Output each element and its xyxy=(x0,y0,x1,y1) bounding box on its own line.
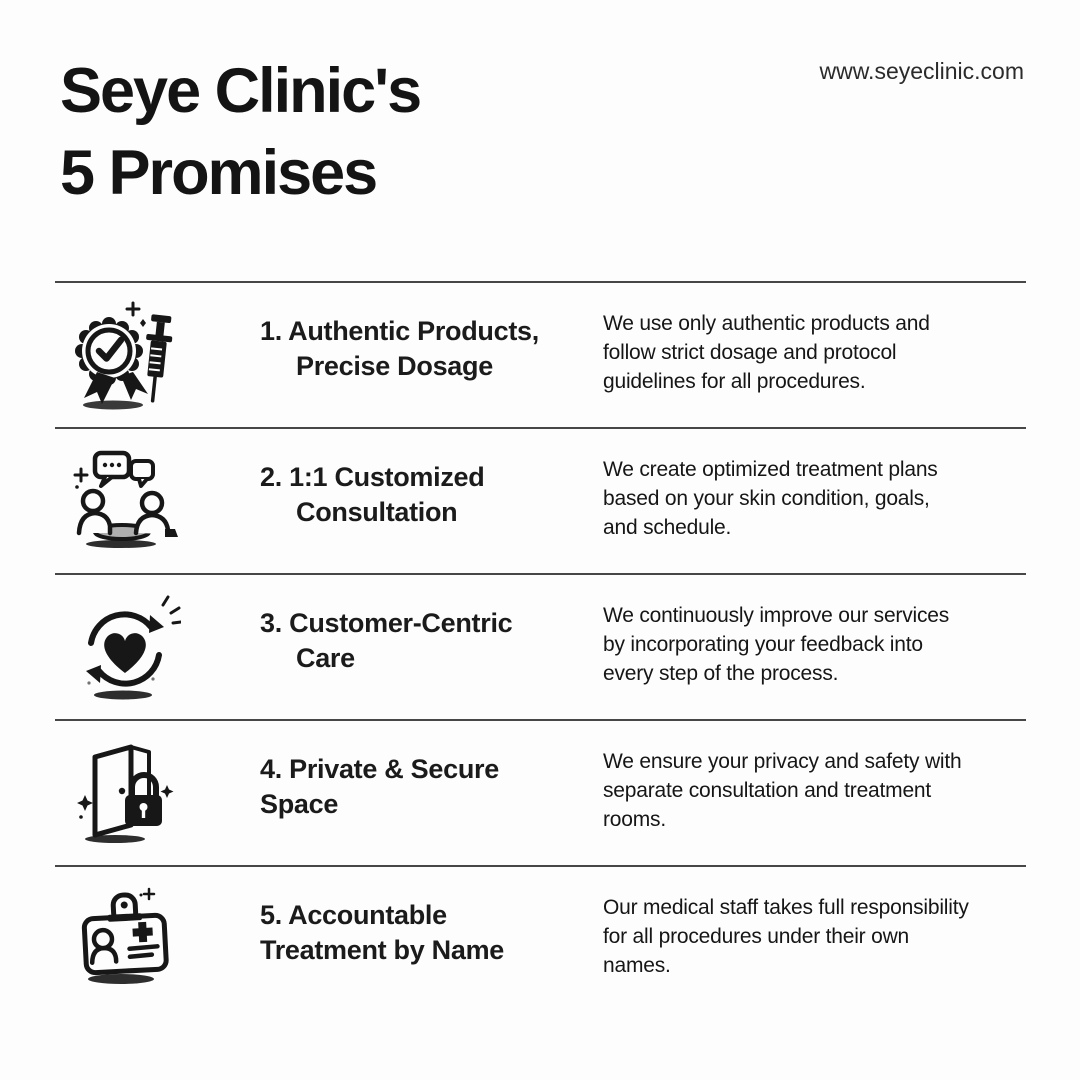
promise-row-1 xyxy=(55,281,1026,427)
promise-4-icon-cell xyxy=(55,721,260,865)
page-title-line2: 5 Promises xyxy=(60,138,377,208)
page-title-line1: Seye Clinic's xyxy=(60,56,421,126)
award-badge-syringe-icon xyxy=(69,299,181,411)
promise-5-icon-cell xyxy=(55,867,260,1067)
website-url: www.seyeclinic.com xyxy=(819,58,1024,84)
promise-4-title: 4. Private & Secure Space xyxy=(260,754,499,819)
promise-row-2 xyxy=(55,427,1026,573)
promise-3-icon-cell xyxy=(55,575,260,719)
promise-row-5 xyxy=(55,865,1026,1067)
promise-row-3 xyxy=(55,573,1026,719)
promise-1-icon-cell xyxy=(55,283,260,427)
promise-5-description: Our medical staff takes full responsibility for all procedures under their own names. xyxy=(603,896,969,977)
header xyxy=(0,0,1080,214)
promise-5-title: 5. Accountable Treatment by Name xyxy=(260,900,504,965)
promise-2-icon-cell xyxy=(55,429,260,573)
promise-2-title: 2. 1:1 Customized Consultation xyxy=(260,462,485,527)
promise-2-description: We create optimized treatment plans based on your skin condition, goals, and schedule. xyxy=(603,458,938,539)
promise-3-description: We continuously improve our services by incorporating your feedback into every step of the process. xyxy=(603,604,950,685)
promise-list xyxy=(55,281,1026,1067)
promise-row-4 xyxy=(55,719,1026,865)
promise-3-title: 3. Customer-Centric Care xyxy=(260,608,513,673)
door-padlock-icon xyxy=(69,737,181,849)
promise-1-title: 1. Authentic Products, Precise Dosage xyxy=(260,316,539,381)
heart-cycle-icon xyxy=(69,591,181,703)
consultation-people-icon xyxy=(69,445,181,557)
promise-1-description: We use only authentic products and follow strict dosage and protocol guidelines for all procedures. xyxy=(603,312,930,393)
promise-4-description: We ensure your privacy and safety with separate consultation and treatment rooms. xyxy=(603,750,962,831)
id-badge-icon xyxy=(69,883,181,995)
